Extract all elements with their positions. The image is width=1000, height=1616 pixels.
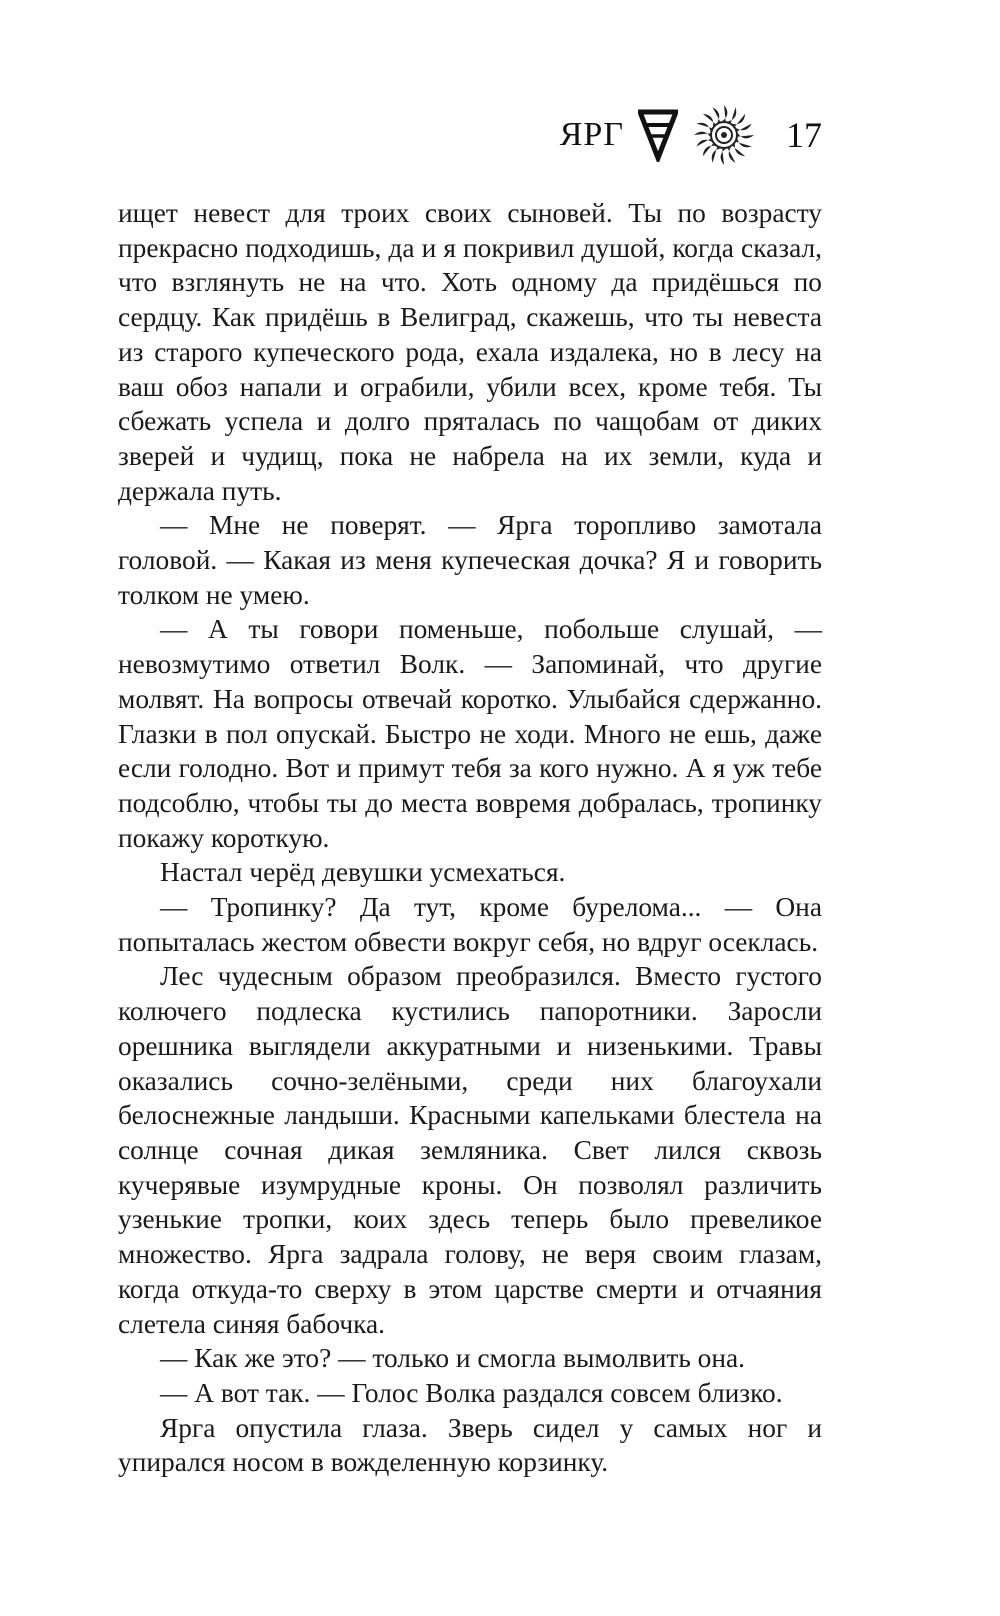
paragraph-3: — А ты говори поменьше, побольше слушай, — невозмутимо ответил Волк. — Запоминай, что другие молвят. На вопросы отвечай коротко. Улыбайся сдержанно. Глазки в пол опускай. Быстро не ходи. Много не ешь, даже если голодно. Вот и примут тебя за кого нужно. А я уж тебе подсоблю, чтобы ты до места вовремя добралась, тропинку покажу короткую. <box>118 614 822 853</box>
triangle-emblem-icon <box>638 108 678 162</box>
paragraph-5: — Тропинку? Да тут, кроме бурелома... — Она попыталась жестом обвести вокруг себя, но вдруг осеклась. <box>118 892 822 957</box>
paragraph-2: — Мне не поверят. — Ярга торопливо замотала головой. — Какая из меня купеческая дочка? Я и говорить толком не умею. <box>118 510 822 610</box>
paragraph-9: Ярга опустила глаза. Зверь сидел у самых ног и упирался носом в вожделенную корзинку. <box>118 1412 822 1478</box>
body-text <box>118 196 822 1480</box>
paragraph-4: Настал черёд девушки усмехаться. <box>160 857 566 888</box>
paragraph-8: — А вот так. — Голос Волка раздался совсем близко. <box>160 1377 783 1408</box>
paragraph-1: ищет невест для троих своих сыновей. Ты по возрасту прекрасно подходишь, да и я покривил душой, когда сказал, что взглянуть не на что. Хоть одному да придёшься по сердцу. Как придёшь в Велиград, скажешь, что ты невеста из старого купеческого рода, ехала издалека, но в лесу на ваш обоз напали и ограбили, убили всех, кроме тебя. Ты сбежать успела и долго пряталась по чащобам от диких зверей и чудищ, пока не набрела на их земли, куда и держала путь. <box>118 198 822 506</box>
running-header <box>560 100 822 170</box>
paragraph-7: — Как же это? — только и смогла вымолвить она. <box>160 1343 746 1374</box>
page-number: 17 <box>786 115 822 155</box>
running-title: ЯРГ <box>559 116 624 153</box>
paragraph-6: Лес чудесным образом преобразился. Вместо густого колючего подлеска кустились папоротники. Заросли орешника выглядели аккуратными и низенькими. Травы оказались сочно-зелёными, среди них благоухали белоснежные ландыши. Красными капельками блестела на солнце сочная дикая земляника. Свет лился сквозь кучерявые изумрудные кроны. Он позволял различить узенькие тропки, коих здесь теперь было превеликое множество. Ярга задрала голову, не веря своим глазам, когда откуда-то сверху в этом царстве смерти и отчаяния слетела синяя бабочка. <box>118 961 822 1339</box>
sun-ornament-icon <box>692 103 756 167</box>
